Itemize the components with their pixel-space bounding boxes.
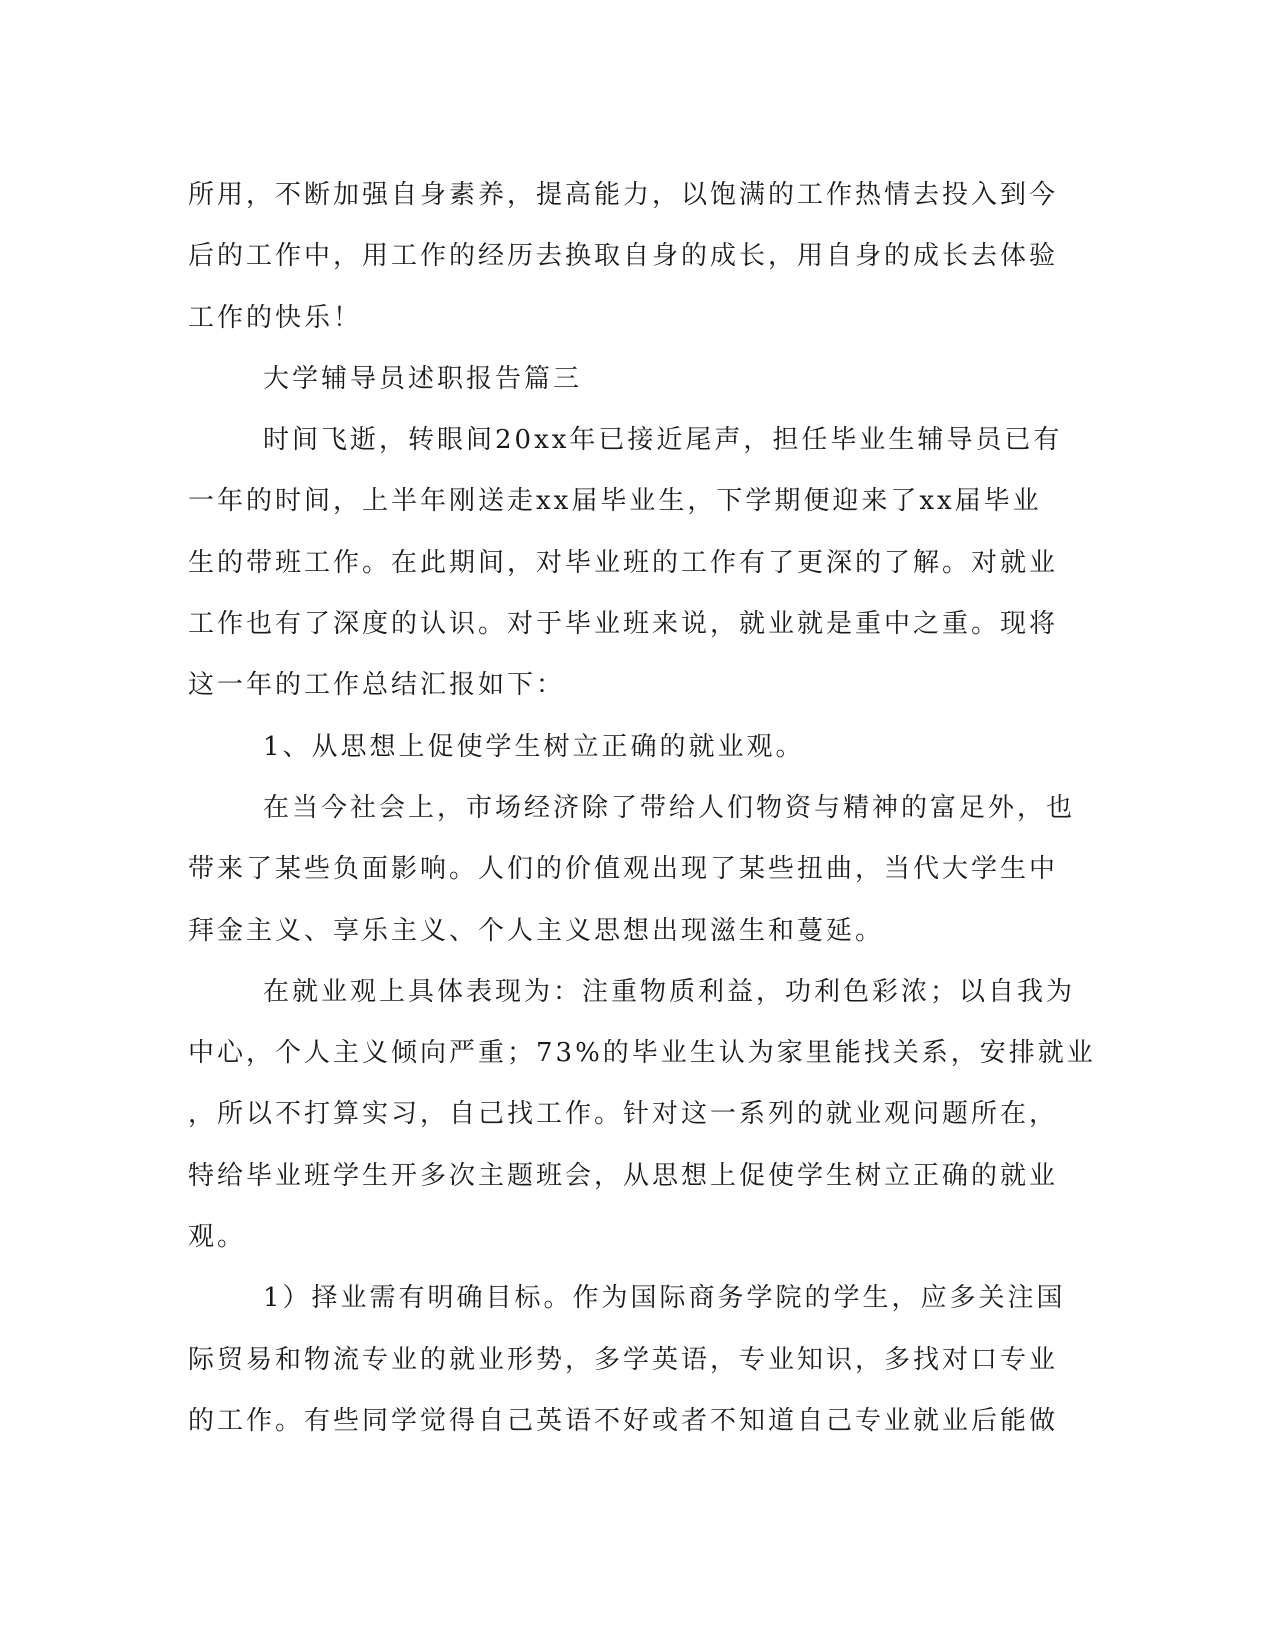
text-line: 生的带班工作。在此期间，对毕业班的工作有了更深的了解。对就业	[188, 547, 1059, 578]
text-line: 拜金主义、享乐主义、个人主义思想出现滋生和蔓延。	[188, 915, 885, 946]
section-heading: 大学辅导员述职报告篇三	[263, 363, 583, 394]
text-line: 在就业观上具体表现为：注重物质利益，功利色彩浓；以自我为	[263, 976, 1076, 1007]
text-line: 这一年的工作总结汇报如下：	[188, 670, 566, 701]
text-line: ，所以不打算实习，自己找工作。针对这一系列的就业观问题所在，	[188, 1099, 1059, 1130]
text-line: 的工作。有些同学觉得自己英语不好或者不知道自己专业就业后能做	[188, 1405, 1059, 1436]
list-item-heading: 1、从思想上促使学生树立正确的就业观。	[263, 731, 805, 762]
text-line: 所用，不断加强自身素养，提高能力，以饱满的工作热情去投入到今	[188, 180, 1059, 210]
text-line: 后的工作中，用工作的经历去换取自身的成长，用自身的成长去体验	[188, 241, 1059, 272]
text-line: 工作也有了深度的认识。对于毕业班来说，就业就是重中之重。现将	[188, 609, 1059, 640]
text-line: 特给毕业班学生开多次主题班会，从思想上促使学生树立正确的就业	[188, 1160, 1059, 1191]
text-line: 1）择业需有明确目标。作为国际商务学院的学生，应多关注国	[263, 1283, 1066, 1314]
text-line: 际贸易和物流专业的就业形势，多学英语，专业知识，多找对口专业	[188, 1344, 1059, 1375]
text-line: 中心，个人主义倾向严重；73%的毕业生认为家里能找关系，安排就业	[188, 1038, 1096, 1069]
text-line: 一年的时间，上半年刚送走xx届毕业生，下学期便迎来了xx届毕业	[188, 486, 1042, 517]
text-line: 工作的快乐！	[188, 302, 363, 333]
document-body	[188, 165, 1096, 1452]
text-line: 观。	[188, 1222, 247, 1253]
text-line: 时间飞逝，转眼间20xx年已接近尾声，担任毕业生辅导员已有	[263, 425, 1063, 456]
text-line: 在当今社会上，市场经济除了带给人们物资与精神的富足外，也	[263, 792, 1076, 823]
text-line: 带来了某些负面影响。人们的价值观出现了某些扭曲，当代大学生中	[188, 854, 1059, 885]
